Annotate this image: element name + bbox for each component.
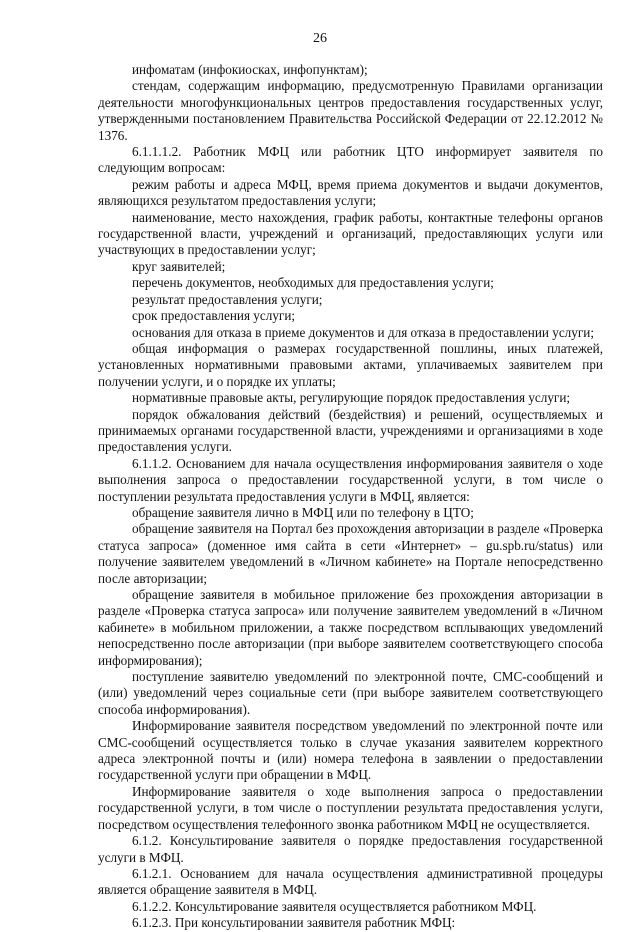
paragraph: наименование, место нахождения, график работы, контактные телефоны органов государственной власти, учреждений и организаций, предоставляющих услуги или участвующих в предоставлении услуг; — [98, 209, 603, 258]
page-number: 26 — [313, 31, 327, 46]
document-body — [98, 62, 603, 932]
paragraph: режим работы и адреса МФЦ, время приема документов и выдачи документов, являющихся результатом предоставления услуги; — [98, 176, 603, 209]
paragraph: стендам, содержащим информацию, предусмотренную Правилами организации деятельности многофункциональных центров предоставления государственных услуг, утвержденными постановлением Правительства Российской Федерации от 22.12.2012 № 1376. — [98, 78, 603, 143]
paragraph: 6.1.1.1.2. Работник МФЦ или работник ЦТО информирует заявителя по следующим вопросам: — [98, 144, 603, 176]
paragraph: перечень документов, необходимых для предоставления услуги; — [132, 275, 494, 291]
paragraph: 6.1.2.3. При консультировании заявителя работник МФЦ: — [132, 915, 456, 931]
paragraph: порядок обжалования действий (бездействия) и решений, осуществляемых и принимаемых органами государственной власти, учреждениями и организациями в ходе предоставления услуги. — [98, 406, 603, 455]
paragraph: обращение заявителя на Портал без прохождения авторизации в разделе «Проверка статуса запроса» (доменное имя сайта в сети «Интернет» – gu.spb.ru/status) или получение заявителем уведомлений в «Личном кабинете» на Портале непосредственно после авторизации; — [98, 521, 603, 586]
paragraph: круг заявителей; — [132, 258, 226, 274]
paragraph: инфоматам (инфокиосках, инфопунктам); — [132, 62, 368, 77]
paragraph: обращение заявителя лично в МФЦ или по телефону в ЦТО; — [132, 504, 474, 520]
paragraph: 6.1.2. Консультирование заявителя о порядке предоставления государственной услуги в МФЦ. — [98, 833, 603, 865]
paragraph: обращение заявителя в мобильное приложение без прохождения авторизации в разделе «Проверка статуса запроса» или получение заявителем уведомлений в «Личном кабинете» в мобильном приложении, а также посредством всплывающих уведомлений непосредственно после авторизации (при выборе заявителем соответствующего способа информирования); — [98, 587, 603, 668]
paragraph: основания для отказа в приеме документов и для отказа в предоставлении услуги; — [132, 324, 594, 340]
paragraph: 6.1.2.2. Консультирование заявителя осуществляется работником МФЦ. — [132, 898, 537, 914]
paragraph: 6.1.2.1. Основанием для начала осуществления административной процедуры является обращение заявителя в МФЦ. — [98, 865, 603, 898]
paragraph: Информирование заявителя о ходе выполнения запроса о предоставлении государственной услуги, в том числе о поступлении результата предоставления услуги, посредством осуществления телефонного звонка работником МФЦ не осуществляется. — [98, 783, 603, 832]
paragraph: нормативные правовые акты, регулирующие порядок предоставления услуги; — [132, 390, 571, 406]
paragraph: Информирование заявителя посредством уведомлений по электронной почте или СМС-сообщений осуществляется только в случае указания заявителем корректного адреса электронной почты и (или) номера телефона в заявлении о предоставлении государственной услуги при обращении в МФЦ. — [98, 718, 603, 783]
paragraph: общая информация о размерах государственной пошлины, иных платежей, установленных нормативными правовыми актами, уплачиваемых заявителем при получении услуги, и о порядке их уплаты; — [98, 340, 603, 389]
paragraph: 6.1.1.2. Основанием для начала осуществления информирования заявителя о ходе выполнения запроса о предоставлении государственной услуги, в том числе о поступлении результата предоставления услуги в МФЦ, является: — [98, 455, 603, 504]
paragraph: результат предоставления услуги; — [132, 291, 323, 307]
paragraph: срок предоставления услуги; — [132, 308, 296, 324]
paragraph: поступление заявителю уведомлений по электронной почте, СМС-сообщений и (или) уведомлений через социальные сети (при выборе заявителем соответствующего способа информирования). — [98, 669, 603, 717]
